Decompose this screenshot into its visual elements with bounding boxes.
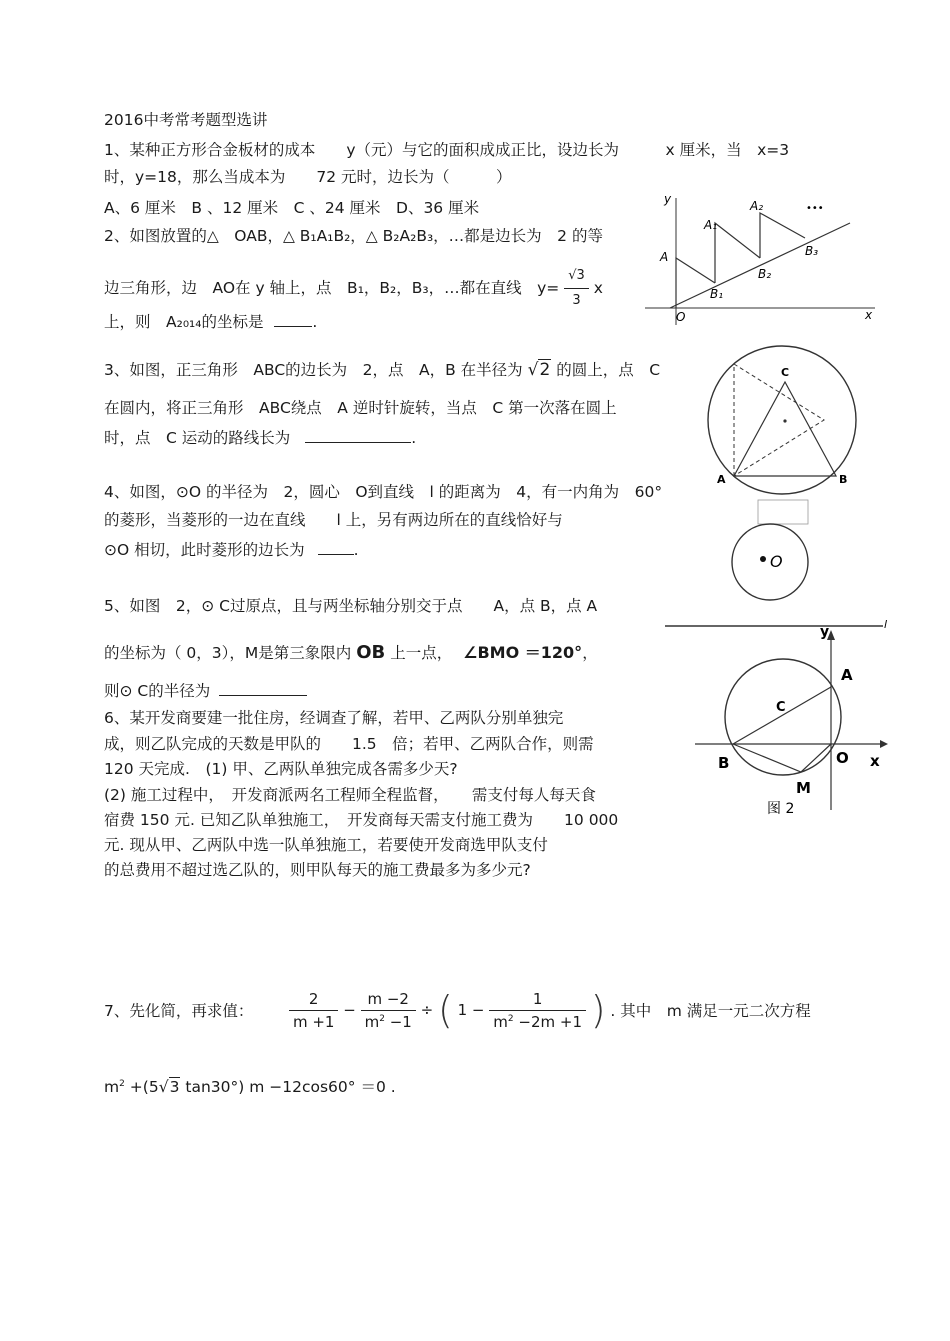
q3-answer-blank[interactable]	[305, 428, 411, 443]
q5-line1: 5、如图 2，⊙ C过原点，且与两坐标轴分别交于点 A，点 B，点 A	[104, 597, 598, 615]
q7-right-paren: )	[590, 988, 606, 1032]
q5-line2: 的坐标为（ 0，3），M是第三象限内 OB 上一点， ∠BMO ＝120°，	[104, 642, 598, 663]
q2-label-a2: A₂	[750, 199, 764, 213]
q2-label-y: y	[664, 193, 672, 206]
q5-angle: ∠BMO ＝120°	[463, 643, 583, 662]
q7-left-paren: (	[437, 988, 453, 1032]
q7-frac1	[289, 990, 339, 1031]
q5-circle	[725, 659, 841, 775]
q6-line6: 元. 现从甲、乙两队中选一队单独施工，若要使开发商选甲队支付	[104, 836, 548, 854]
q7-frac1-num: 2	[289, 990, 339, 1011]
q2-slope-fraction	[564, 266, 589, 311]
q2-triangle-1	[715, 223, 760, 283]
q2-slope-den: 3	[572, 293, 581, 308]
q6-line3: 120 天完成. (1) 甲、乙两队单独完成各需多少天?	[104, 760, 458, 778]
q3-label-a: A	[717, 473, 726, 486]
q5-chords-bmo	[733, 744, 831, 772]
q4-center-dot	[760, 556, 766, 562]
q7-tail: . 其中 m 满足一元二次方程	[610, 1002, 811, 1020]
q4-answer-blank[interactable]	[318, 540, 354, 555]
q5-label-m: M	[796, 779, 811, 797]
q3-label-c: C	[781, 366, 790, 379]
q3-line3: 时，点 C 运动的路线长为 .	[104, 429, 417, 447]
q3-radical-value: 2	[539, 360, 551, 380]
q4-label-o: O	[770, 552, 783, 571]
q7-eq-m: m	[104, 1078, 120, 1096]
q3-line1-tail: 的圆上，点 C	[556, 361, 661, 379]
q7-eq-d: tan30°) m −12cos60° ＝0 .	[185, 1078, 396, 1096]
q2-label-a: A	[660, 250, 669, 264]
q7-one-minus: 1 −	[457, 1001, 485, 1019]
q6-line4: (2) 施工过程中， 开发商派两名工程师全程监督， 需支付每人每天食	[104, 786, 596, 804]
q3-line1	[104, 360, 660, 380]
q7-equation: $m^2 +(5√3$ tan30°) m −12cos60° ＝0 .	[104, 1078, 396, 1096]
q5-label-b: B	[718, 754, 730, 772]
q2-label-b3: B₃	[805, 244, 819, 258]
q3-line3-text: 时，点 C 运动的路线长为	[104, 429, 291, 447]
q4-line3: ⊙O 相切，此时菱形的边长为 .	[104, 541, 359, 559]
q7-expression	[104, 988, 811, 1032]
q7-frac1-den: m +1	[292, 1012, 335, 1031]
q6-line1: 6、某开发商要建一批住房，经调查了解，若甲、乙两队分别单独完	[104, 709, 564, 727]
q2-triangle-2	[760, 213, 805, 258]
q7-frac2-den: $m^2 -1$	[364, 1012, 412, 1031]
q2-label-x: x	[865, 308, 873, 322]
q5-figure	[690, 620, 895, 820]
q5-label-y: y	[820, 624, 830, 640]
q2-figure	[640, 193, 880, 328]
q2-line3-text: 上，则 A₂₀₁₄的坐标是	[104, 313, 264, 331]
q4-line1: 4、如图，⊙O 的半径为 2，圆心 O到直线 l 的距离为 4，有一内角为 60°	[104, 483, 663, 501]
q2-line3: 上，则 A₂₀₁₄的坐标是 .	[104, 313, 318, 331]
q2-label-dots: •••	[806, 203, 824, 214]
q6-line2: 成，则乙队完成的天数是甲队的 1.5 倍；若甲、乙两队合作，则需	[104, 735, 594, 753]
q3-line1-text: 3、如图，正三角形 ABC的边长为 2，点 A，B 在半径为	[104, 361, 523, 379]
q3-figure	[702, 340, 862, 500]
page-title: 2016中考常考题型选讲	[104, 111, 268, 129]
q6-line7: 的总费用不超过选乙队的，则甲队每天的施工费最多为多少元?	[104, 861, 531, 879]
q5-caption: 图 2	[767, 801, 795, 817]
q5-ob: OB	[356, 642, 386, 663]
q3-label-b: B	[839, 473, 848, 486]
q3-triangle	[734, 382, 836, 476]
q5-line3-text: 则⊙ C的半径为	[104, 682, 211, 700]
q1-line1: 1、某种正方形合金板材的成本 y（元）与它的面积成成正比，设边长为 x 厘米，当 x=3	[104, 141, 790, 159]
q2-label-b1: B₁	[710, 287, 724, 301]
q5-label-o: O	[836, 749, 849, 767]
q1-options: A、6 厘米 B 、12 厘米 C 、24 厘米 D、36 厘米	[104, 199, 480, 217]
q5-line3	[104, 681, 307, 701]
q4-label-l: l	[884, 618, 888, 631]
q7-minus: −	[343, 1001, 356, 1019]
q7-divide: ÷	[420, 1001, 434, 1019]
q5-answer-blank[interactable]	[219, 681, 307, 696]
q6-line5: 宿费 150 元. 已知乙队单独施工， 开发商每天需支付施工费为 10 000	[104, 811, 619, 829]
q7-frac3	[489, 990, 586, 1031]
q7-frac3-den: $m^2 -2m +1$	[493, 1012, 583, 1031]
q7-frac2	[361, 990, 416, 1031]
q5-label-x: x	[870, 752, 880, 770]
q2-label-b2: B₂	[758, 267, 772, 281]
q5-label-a: A	[841, 666, 853, 684]
q7-frac3-num: 1	[489, 990, 586, 1011]
q2-line1: 2、如图放置的△ OAB，△ B₁A₁B₂，△ B₂A₂B₃，…都是边长为 2 的等	[104, 227, 603, 245]
q3-rotated-triangle	[734, 364, 824, 476]
q4-figure	[665, 498, 890, 633]
q7-frac2-num: m −2	[361, 990, 416, 1011]
q4-frame	[758, 500, 808, 524]
q3-radical: √2	[527, 360, 551, 380]
q5-label-c: C	[776, 700, 786, 715]
q2-line2-text: 边三角形，边 AO在 y 轴上，点 B₁，B₂，B₃，…都在直线 y=	[104, 279, 560, 297]
q7-label: 7、先化简，再求值：	[104, 1002, 254, 1020]
q2-line2	[104, 266, 603, 311]
q7-eq-b: +(5	[129, 1078, 159, 1096]
q4-line3-text: ⊙O 相切，此时菱形的边长为	[104, 541, 305, 559]
q3-center-dot	[783, 419, 786, 422]
q2-line2-x: x	[593, 279, 603, 297]
q5-line2-mid: 上一点，	[390, 644, 453, 662]
q5-x-arrow	[880, 740, 888, 748]
q2-label-a1: A₁	[704, 218, 718, 232]
q7-eq-radical: √3	[158, 1078, 180, 1096]
q5-chord-ab	[733, 687, 831, 744]
q5-line2-text: 的坐标为（ 0，3），M是第三象限内	[104, 644, 352, 662]
q3-line2: 在圆内，将正三角形 ABC绕点 A 逆时针旋转，当点 C 第一次落在圆上	[104, 399, 617, 417]
q2-answer-blank[interactable]	[274, 312, 312, 327]
q1-line2: 时，y=18，那么当成本为 72 元时，边长为（ ）	[104, 168, 512, 186]
q2-slope-num: √3	[564, 266, 589, 289]
q4-line2: 的菱形，当菱形的一边在直线 l 上，另有两边所在的直线恰好与	[104, 511, 563, 529]
q2-label-o: O	[676, 310, 686, 324]
